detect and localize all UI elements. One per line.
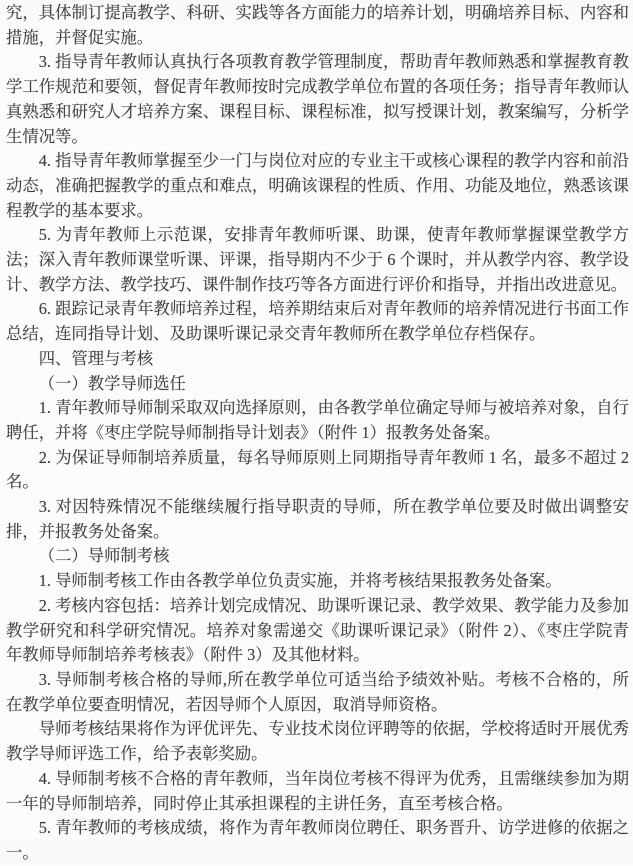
assessment-item-1: 1. 导师制考核工作由各教学单位负责实施，并将考核结果报教务处备案。 — [38, 571, 562, 591]
assessment-item-4: 4. 导师制考核不合格的青年教师，当年岗位考核不得评为优秀，且需继续参加为期一年的导师制培养，同时停止其承担课程的主讲任务，直至考核合格。 — [6, 768, 629, 813]
duty-item-6: 6. 跟踪记录青年教师培养过程，培养期结束后对青年教师的培养情况进行书面工作总结，连同指导计划、及助课听课记录交青年教师所在教学单位存档保存。 — [6, 299, 629, 344]
section-heading-management: 四、管理与考核 — [38, 348, 154, 368]
paragraph-continuation: 究，具体制订提高教学、科研、实践等各方面能力的培养计划，明确培养目标、内容和措施，并督促实施。 — [6, 3, 629, 47]
selection-item-2: 2. 为保证导师制培养质量，每名导师原则上同期指导青年教师 1 名，最多不超过 2 名。 — [6, 447, 629, 492]
assessment-item-5: 5. 青年教师的考核成绩，将作为青年教师岗位聘任、职务晋升、访学进修的依据之一。 — [6, 818, 629, 862]
assessment-item-3-note: 导师考核结果将作为评优评先、专业技术岗位评聘等的依据，学校将适时开展优秀教学导师评选工作，给予表彰奖励。 — [6, 719, 629, 764]
assessment-item-3: 3. 导师制考核合格的导师,所在教学单位可适当给予绩效补贴。考核不合格的，所在教学单位要查明情况，若因导师个人原因，取消导师资格。 — [6, 669, 629, 714]
duty-item-3: 3. 指导青年教师认真执行各项教育教学管理制度，帮助青年教师熟悉和掌握教育教学工作规范和要领，督促青年教师按时完成教学单位布置的各项任务；指导青年教师认真熟悉和研究人才培养方案、课程目标、课程标准，拟写授课计划，教案编写，分析学生情况等。 — [6, 52, 629, 146]
duty-item-4: 4. 指导青年教师掌握至少一门与岗位对应的专业主干或核心课程的教学内容和前沿动态，准确把握教学的重点和难点，明确该课程的性质、作用、功能及地位，熟悉该课程教学的基本要求。 — [6, 151, 629, 220]
selection-item-3: 3. 对因特殊情况不能继续履行指导职责的导师，所在教学单位要及时做出调整安排，并报教务处备案。 — [6, 497, 629, 541]
subsection-heading-assessment: （二）导师制考核 — [38, 546, 170, 566]
subsection-heading-selection: （一）教学导师选任 — [38, 373, 186, 393]
duty-item-5: 5. 为青年教师上示范课，安排青年教师听课、助课，使青年教师掌握课堂教学方法；深入青年教师课堂听课、评课，指导期内不少于 6 个课时，并从教学内容、教学设计、教学方法、教学技巧、课件制作技巧等各方面进行评价和指导，并指出改进意见。 — [6, 225, 629, 294]
selection-item-1: 1. 青年教师导师制采取双向选择原则，由各教学单位确定导师与被培养对象，自行聘任，并将《枣庄学院导师制指导计划表》（附件 1）报教务处备案。 — [6, 398, 629, 442]
assessment-item-2: 2. 考核内容包括：培养计划完成情况、助课听课记录、教学效果、教学能力及参加教学研究和科学研究情况。培养对象需递交《助课听课记录》（附件 2）、《枣庄学院青年教师导师制培养考核表》（附件 3）及其他材料。 — [6, 595, 629, 665]
